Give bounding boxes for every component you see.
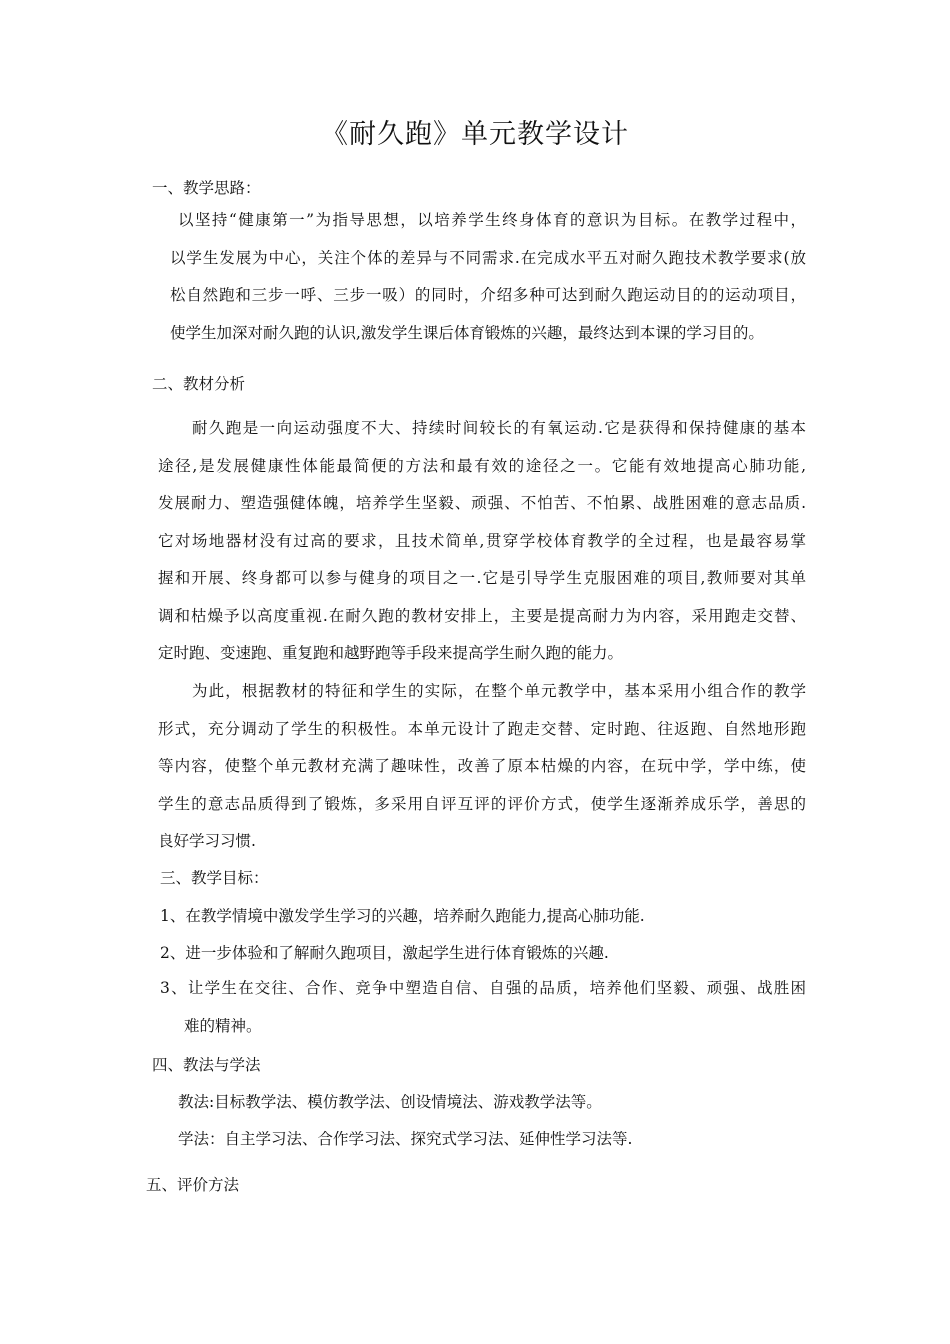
section-heading-evaluation: 五、评价方法 (146, 1176, 240, 1194)
paragraph-teaching-idea (170, 202, 806, 352)
document-title: 《耐久跑》单元教学设计 (321, 119, 629, 150)
section-heading-methods: 四、教法与学法 (152, 1056, 261, 1074)
text-line: 难的精神。 (184, 1016, 262, 1035)
text-line: 以坚持“健康第一”为指导思想，以培养学生终身体育的意识为目标。在教学过程中， (178, 211, 806, 229)
goal-item-1: 1、在教学情境中激发学生学习的兴趣，培养耐久跑能力,提高心肺功能. (160, 907, 645, 925)
text-line: 等内容，使整个单元教材充满了趣味性，改善了原本枯燥的内容，在玩中学，学中练，使 (158, 757, 806, 775)
goal-item-3 (160, 970, 806, 1045)
text-line: 发展耐力、塑造强健体魄，培养学生坚毅、顽强、不怕苦、不怕累、战胜困难的意志品质. (158, 494, 806, 512)
text-line: 学生的意志品质得到了锻炼，多采用自评互评的评价方式，使学生逐渐养成乐学，善思的 (158, 794, 806, 813)
text-line: 3、让学生在交往、合作、竞争中塑造自信、自强的品质，培养他们坚毅、顽强、战胜困 (160, 979, 806, 997)
text-line: 握和开展、终身都可以参与健身的项目之一.它是引导学生克服困难的项目,教师要对其单 (158, 569, 806, 587)
text-line: 定时跑、变速跑、重复跑和越野跑等手段来提高学生耐久跑的能力。 (158, 644, 624, 662)
text-line: 为此，根据教材的特征和学生的实际，在整个单元教学中，基本采用小组合作的教学 (192, 682, 806, 700)
section-heading-material-analysis: 二、教材分析 (152, 375, 246, 393)
paragraph-material-analysis-2 (158, 673, 806, 861)
learning-methods-line: 学法：自主学习法、合作学习法、探究式学习法、延伸性学习法等. (178, 1130, 633, 1148)
text-line: 使学生加深对耐久跑的认识,激发学生课后体育锻炼的兴趣，最终达到本课的学习目的。 (170, 323, 764, 342)
text-line: 以学生发展为中心，关注个体的差异与不同需求.在完成水平五对耐久跑技术教学要求(放 (170, 248, 806, 267)
text-line: 调和枯燥予以高度重视.在耐久跑的教材安排上，主要是提高耐力为内容，采用跑走交替、 (158, 606, 806, 625)
section-heading-teaching-goals: 三、教学目标： (160, 869, 269, 887)
goal-item-2: 2、进一步体验和了解耐久跑项目，激起学生进行体育锻炼的兴趣. (160, 944, 609, 962)
text-line: 耐久跑是一向运动强度不大、持续时间较长的有氧运动.它是获得和保持健康的基本 (192, 419, 806, 437)
text-line: 形式，充分调动了学生的积极性。本单元设计了跑走交替、定时跑、往返跑、自然地形跑 (158, 719, 806, 738)
text-line: 它对场地器材没有过高的要求，且技术简单,贯穿学校体育教学的全过程，也是最容易掌 (158, 531, 806, 550)
paragraph-material-analysis-1 (158, 410, 806, 673)
teaching-methods-line: 教法:目标教学法、模仿教学法、创设情境法、游戏教学法等。 (178, 1093, 602, 1111)
section-heading-teaching-idea: 一、教学思路： (152, 179, 261, 197)
text-line: 途径,是发展健康性体能最简便的方法和最有效的途径之一。它能有效地提高心肺功能, (158, 456, 806, 475)
text-line: 松自然跑和三步一呼、三步一吸）的同时，介绍多种可达到耐久跑运动目的的运动项目， (170, 286, 806, 304)
text-line: 良好学习习惯. (158, 832, 256, 850)
